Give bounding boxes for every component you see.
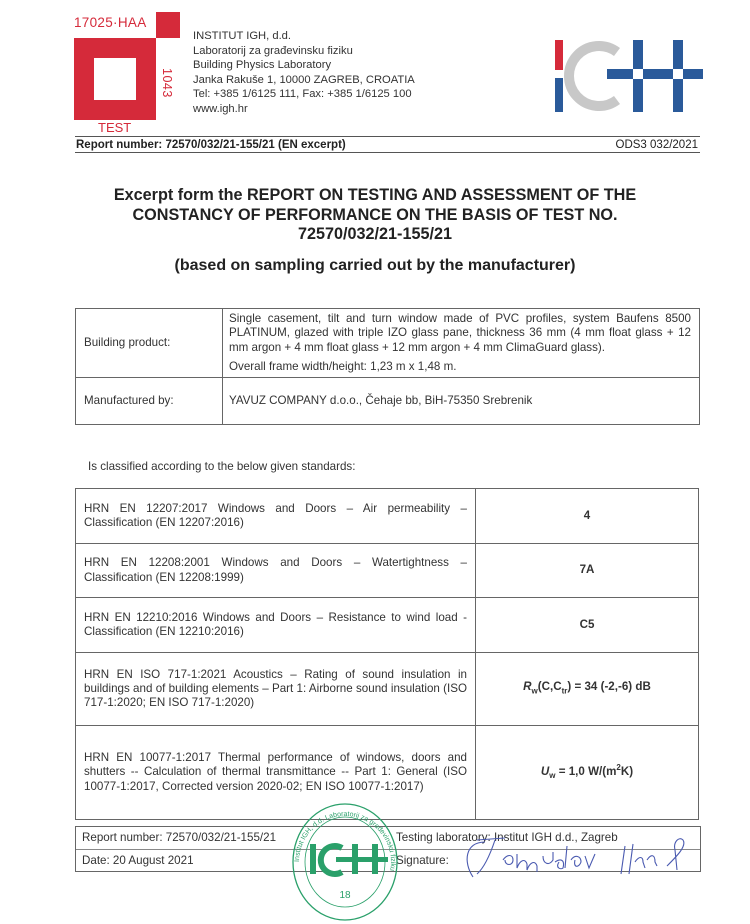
document-title: Excerpt form the REPORT ON TESTING AND ASSESSMENT OF THE CONSTANCY OF PERFORMANCE ON THE BASIS OF TEST NO. 72570/032/21-155/21 (113, 186, 637, 243)
standard-class: $R_w(C,C_{tr}) = 34$ (-2,-6) dB (476, 653, 699, 726)
document-code: ODS3 032/2021 (615, 139, 698, 151)
institute-name: INSTITUT IGH, d.d. (193, 30, 292, 42)
standard-name: HRN EN 12207:2017 Windows and Doors – Air permeability – Classification (EN 12207:2016) (76, 489, 476, 544)
standard-class: C5 (476, 598, 699, 653)
header-report-number: Report number: 72570/032/21-155/21 (EN excerpt) (76, 139, 346, 151)
lab-name-en: Building Physics Laboratory (193, 59, 332, 72)
standards-table (75, 488, 699, 820)
official-stamp (290, 800, 400, 924)
igh-logo-horizontal (607, 69, 703, 79)
stamp-text: Institut IGH, d.d. Laboratorij za građevinsku fiziku (293, 810, 397, 872)
standard-class: 4 (476, 489, 699, 544)
accreditation-label: TEST (98, 120, 132, 135)
building-product-cell (223, 309, 700, 378)
classified-intro: Is classified according to the below given standards: (88, 460, 356, 473)
standard-name: HRN EN ISO 717-1:2021 Acoustics – Rating of sound insulation in buildings and of building elements – Part 1: Airborne sound insulation (ISO 717-1:2020; EN ISO 717-1:2020) (76, 653, 476, 726)
accreditation-square (74, 38, 156, 120)
institute-address: Janka Rakuše 1, 10000 ZAGREB, CROATIA (193, 73, 415, 86)
manufacturer-value: YAVUZ COMPANY d.o.o., Čehaje bb, BiH-75350 Srebrenik (223, 378, 700, 425)
standard-class: 7A (476, 544, 699, 598)
building-product-desc: Single casement, tilt and turn window made of PVC profiles, system Baufens 8500 PLATINUM, glazed with triple IZO glass pane, thickness 36 mm (4 mm float glass + 12 mm argon + 4 mm float glass + 12 mm argon + 4 mm ClimaGuard glass). (229, 312, 691, 354)
manufacturer-label: Manufactured by: (76, 378, 223, 425)
standard-name: HRN EN 12208:2001 Windows and Doors – Watertightness – Classification (EN 12208:1999) (76, 544, 476, 598)
table-row (76, 378, 700, 425)
signature (455, 832, 720, 882)
header-divider-bottom (75, 152, 700, 153)
institute-phone: Tel: +385 1/6125 111, Fax: +385 1/6125 100 (193, 88, 412, 101)
table-row (76, 309, 700, 378)
footer-date: Date: 20 August 2021 (82, 854, 194, 867)
accreditation-code: 17025·HAA (74, 15, 147, 30)
building-product-label: Building product: (76, 309, 223, 378)
frame-size: Overall frame width/height: 1,23 m x 1,48 m. (229, 359, 457, 373)
accreditation-number: 1043 (160, 68, 174, 98)
igh-logo (555, 40, 705, 112)
footer-testing-lab: Testing laboratory: Institut IGH d.d., Zagreb (396, 831, 618, 844)
institute-info (193, 29, 415, 117)
table-row (76, 544, 699, 598)
accreditation-logo (74, 12, 184, 136)
standard-name: HRN EN 12210:2016 Windows and Doors – Resistance to wind load - Classification (EN 12210:2016) (76, 598, 476, 653)
document-subtitle: (based on sampling carried out by the manufacturer) (174, 257, 576, 274)
table-row (76, 653, 699, 726)
igh-logo-red-bar (555, 40, 563, 70)
igh-logo-blue-bar (555, 78, 563, 112)
footer-report-number: Report number: 72570/032/21-155/21 (82, 831, 277, 844)
footer-signature-label: Signature: (396, 854, 449, 867)
institute-website[interactable]: www.igh.hr (193, 102, 248, 115)
standard-class: $U_w = 1,0$ $W/(m^2K)$ (476, 726, 699, 820)
header-divider-top (75, 136, 700, 137)
stamp-number: 18 (339, 890, 351, 901)
product-table (75, 308, 700, 425)
lab-name-hr: Laboratorij za građevinsku fiziku (193, 44, 353, 57)
table-row (76, 598, 699, 653)
standard-name: HRN EN 10077-1:2017 Thermal performance of windows, doors and shutters -- Calculation of thermal transmittance -- Part 1: General (ISO 10077-1:2017, Corrected version 2020-02; EN ISO 10077-1:2017) (76, 726, 476, 820)
table-row (76, 489, 699, 544)
accreditation-small-square (156, 12, 180, 38)
